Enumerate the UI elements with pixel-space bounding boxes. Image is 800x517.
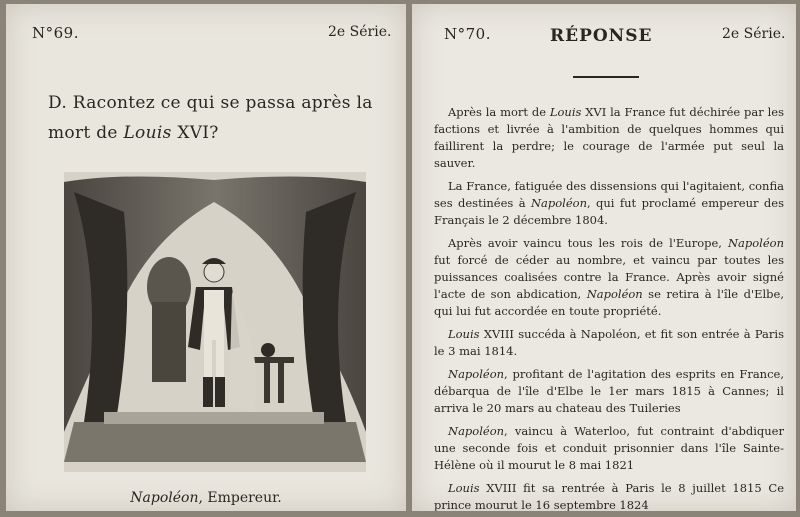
question-text: D. Racontez ce qui se passa après la mort de Louis XVI? bbox=[48, 93, 373, 143]
series-label: 2e Série. bbox=[722, 26, 786, 42]
title-divider bbox=[573, 76, 639, 78]
answer-paragraph: Napoléon, vaincu à Waterloo, fut contraint d'abdiquer une seconde fois et conduit prisonnier dans l'île Sainte-Hélène où il mourut le 8 mai 1821 bbox=[434, 424, 784, 472]
answer-paragraph: Après avoir vaincu tous les rois de l'Europe, Napoléon fut forcé de céder au nombre, et vaincu par toutes les puissances coalisées contre la France. Après avoir signé l'acte de son abdication, Napoléon se retira à l'île d'Elbe, qui lui fut accordée en toute propriété. bbox=[434, 236, 784, 318]
answer-card bbox=[412, 4, 796, 511]
answer-paragraph: Après la mort de Louis XVI la France fut déchirée par les factions et livrée à l'ambition de quelques hommes qui faillirent la perdre; le courage de l'armée put seul la sauver. bbox=[434, 105, 784, 170]
answer-text bbox=[434, 104, 784, 511]
answer-paragraph: La France, fatiguée des dissensions qui l'agitaient, confia ses destinées à Napoléon, qui fut proclamé empereur des Français le 2 décembre 1804. bbox=[434, 179, 784, 227]
card-number: N°69. bbox=[32, 24, 79, 42]
answer-paragraph: Louis XVIII fit sa rentrée à Paris le 8 juillet 1815 Ce prince mourut le 16 septembre 1824 bbox=[434, 481, 784, 511]
napoleon-illustration bbox=[64, 172, 366, 472]
illustration-caption: Napoléon, Empereur. bbox=[130, 490, 282, 506]
series-label: 2e Série. bbox=[328, 24, 392, 40]
answer-paragraph: Louis XVIII succéda à Napoléon, et fit son entrée à Paris le 3 mai 1814. bbox=[434, 327, 784, 358]
answer-paragraph: Napoléon, profitant de l'agitation des esprits en France, débarqua de l'île d'Elbe le 1er mars 1815 à Cannes; il arriva le 20 mars au chateau des Tuileries bbox=[434, 367, 784, 415]
answer-title: RÉPONSE bbox=[550, 26, 653, 46]
question-card bbox=[6, 4, 406, 511]
card-number: N°70. bbox=[444, 25, 491, 43]
